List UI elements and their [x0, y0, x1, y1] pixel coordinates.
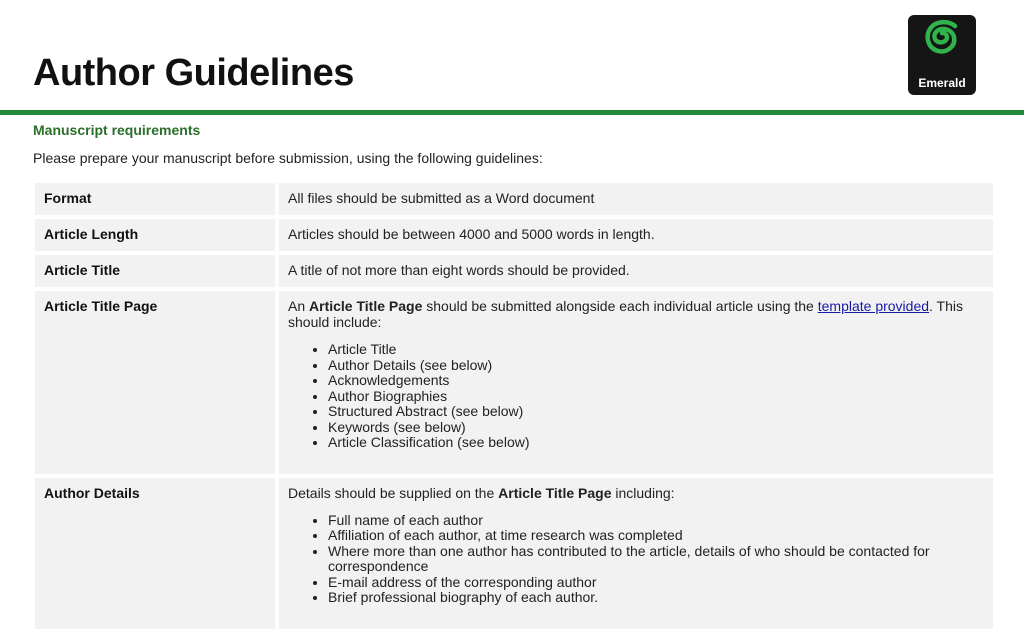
list-item: • Brief professional biography of each author. [328, 590, 984, 606]
intro-text: Please prepare your manuscript before submission, using the following guidelines: [33, 150, 543, 166]
emerald-logo [908, 15, 976, 95]
list-item: • Article Classification (see below) [328, 435, 984, 451]
title-page-list [288, 342, 984, 451]
row-value [279, 291, 993, 474]
author-details-text-2: including: [611, 484, 675, 501]
row-value: All files should be submitted as a Word document [279, 183, 993, 215]
table-row-article-title [35, 255, 993, 287]
row-label: Article Title Page [35, 291, 279, 474]
row-value [279, 478, 993, 629]
title-page-bold: Article Title Page [309, 298, 423, 314]
emerald-swirl-icon [908, 15, 976, 77]
title-page-text-1: An [288, 298, 310, 314]
author-details-text-1: Details should be supplied on the [288, 484, 499, 501]
guidelines-table [35, 179, 993, 633]
author-details-list [288, 513, 984, 606]
list-item: • Acknowledgements [328, 373, 984, 389]
list-item: • Author Details (see below) [328, 358, 984, 374]
logo-text: Emerald [918, 76, 966, 90]
table-row-article-length [35, 219, 993, 251]
row-label: Author Details [35, 478, 279, 629]
row-value: Articles should be between 4000 and 5000 words in length. [279, 219, 993, 251]
list-item: • Structured Abstract (see below) [328, 404, 984, 420]
row-label: Format [35, 183, 279, 215]
list-item: • Affiliation of each author, at time research was completed [328, 528, 984, 544]
table-row-format [35, 183, 993, 215]
row-label: Article Title [35, 255, 279, 287]
list-item: • Full name of each author [328, 513, 984, 529]
list-item: • Where more than one author has contributed to the article, details of who should be contacted for correspondence [328, 544, 984, 575]
list-item: • E-mail address of the corresponding author [328, 575, 984, 591]
section-heading: Manuscript requirements [33, 122, 201, 138]
author-details-bold: Article Title Page [498, 484, 612, 501]
table-row-author-details [35, 478, 993, 629]
list-item: • Article Title [328, 342, 984, 358]
page-title: Author Guidelines [33, 52, 354, 94]
header-divider [0, 110, 1024, 115]
title-page-text-2: should be submitted alongside each individual article using the [422, 298, 818, 314]
table-row-article-title-page [35, 291, 993, 474]
list-item: • Author Biographies [328, 389, 984, 405]
row-label: Article Length [35, 219, 279, 251]
title-page-text-3: . This should include: [288, 298, 964, 330]
template-link[interactable]: template provided [817, 298, 930, 314]
row-value: A title of not more than eight words should be provided. [279, 255, 993, 287]
list-item: • Keywords (see below) [328, 420, 984, 436]
